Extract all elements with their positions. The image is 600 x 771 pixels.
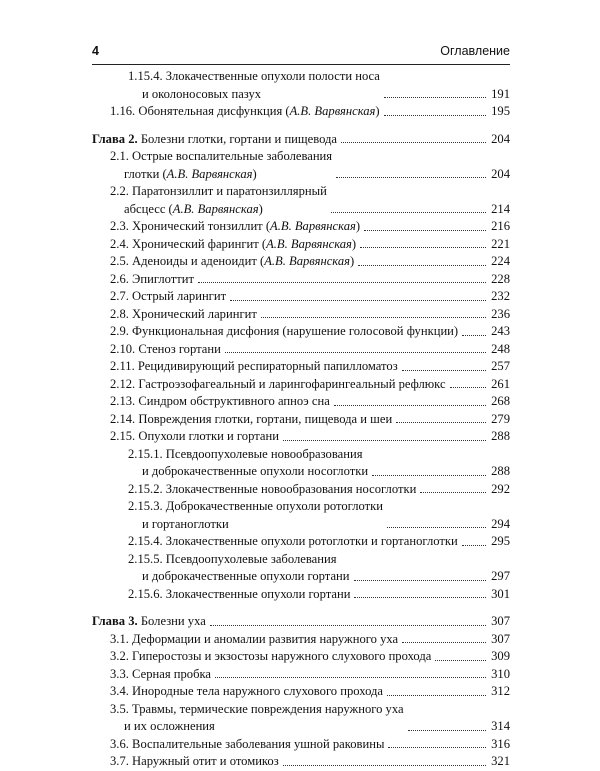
entry-title: Эпиглоттит (132, 271, 195, 286)
toc-entry[interactable] (92, 498, 510, 533)
dot-leader (364, 230, 486, 231)
entry-title-cont: и околоносовых пазух (142, 86, 262, 101)
entry-number: 2.15. (110, 429, 136, 443)
entry-page: 221 (491, 236, 510, 251)
entry-page: 257 (491, 359, 510, 373)
header-rule (92, 64, 510, 65)
chapter-title: Болезни глотки, гортани и пищевода (140, 131, 338, 146)
entry-paren: ) (375, 104, 380, 118)
entry-number: 2.15.1. (128, 446, 163, 461)
entry-title: Синдром обструктивного апноэ сна (138, 394, 330, 408)
table-of-contents (92, 68, 510, 771)
entry-number: 3.2. (110, 649, 129, 663)
dot-leader (331, 212, 486, 213)
entry-paren: ) (355, 219, 361, 233)
dot-leader (402, 370, 486, 371)
entry-author: А.В. Варвянская (264, 254, 351, 268)
entry-page: 224 (491, 254, 510, 268)
toc-chapter-3[interactable] (92, 613, 510, 631)
entry-title: Стеноз гортани (138, 341, 221, 356)
entry-title-cont: глотки ( (124, 166, 167, 181)
entry-number: 2.14. (110, 411, 136, 426)
entry-number: 2.3. (110, 219, 129, 233)
toc-entry[interactable] (92, 218, 510, 236)
entry-author: А.В. Варвянская (172, 201, 259, 216)
dot-leader (283, 765, 486, 766)
entry-page: 292 (491, 481, 510, 496)
entry-author: А.В. Варвянская (166, 166, 253, 181)
entry-title: Опухоли глотки и гортани (138, 429, 279, 443)
entry-title-cont: и доброкачественные опухоли гортани (142, 569, 350, 583)
entry-number: 2.9. (110, 324, 129, 338)
chapter-label: Глава 3. (92, 614, 138, 628)
entry-page: 268 (491, 394, 510, 408)
entry-paren: ) (351, 236, 357, 251)
dot-leader (336, 177, 486, 178)
toc-entry[interactable] (92, 68, 510, 103)
toc-entry[interactable] (92, 701, 510, 736)
entry-page: 232 (491, 289, 510, 303)
entry-title: Обонятельная дисфункция ( (138, 104, 290, 118)
dot-leader (435, 660, 486, 661)
toc-entry[interactable] (92, 683, 510, 701)
entry-number: 3.7. (110, 754, 129, 768)
entry-title: Повреждения глотки, гортани, пищевода и шеи (138, 411, 393, 426)
entry-title: Псевдоопухолевые новообразования (165, 446, 363, 461)
dot-leader (230, 300, 486, 301)
entry-author: А.В. Варвянская (289, 104, 376, 118)
entry-number: 2.4. (110, 236, 129, 251)
toc-entry[interactable] (92, 253, 510, 271)
toc-entry[interactable] (92, 666, 510, 684)
entry-page: 279 (491, 411, 510, 426)
chapter-label: Глава 2. (92, 131, 138, 146)
toc-entry[interactable] (92, 631, 510, 649)
entry-title: Деформации и аномалии развития наружного уха (132, 631, 399, 646)
entry-page: 204 (491, 166, 510, 181)
toc-entry[interactable] (92, 358, 510, 376)
dot-leader (388, 747, 486, 748)
dot-leader (420, 492, 486, 493)
toc-entry[interactable] (92, 393, 510, 411)
entry-number: 3.6. (110, 736, 129, 751)
entry-page: 310 (491, 666, 510, 681)
entry-page: 294 (491, 516, 510, 531)
dot-leader (372, 475, 486, 476)
toc-entry[interactable] (92, 288, 510, 306)
dot-leader (334, 405, 486, 406)
entry-title: Наружный отит и отомикоз (132, 754, 279, 768)
entry-title-cont: и их осложнения (124, 719, 215, 733)
entry-number: 2.15.4. (128, 534, 163, 548)
entry-title: Хронический ларингит (132, 306, 257, 321)
entry-page: 288 (491, 429, 510, 443)
entry-page: 295 (491, 534, 510, 548)
entry-title: Злокачественные новообразования носоглотки (165, 481, 417, 496)
entry-number: 2.15.2. (128, 481, 163, 496)
entry-number: 3.1. (110, 631, 129, 646)
dot-leader (396, 422, 486, 423)
entry-title-cont: и гортаноглотки (142, 516, 229, 531)
entry-number: 1.15.4. (128, 69, 163, 83)
entry-number: 2.15.5. (128, 551, 163, 566)
entry-page: 195 (491, 104, 510, 118)
entry-page: 236 (491, 306, 510, 321)
entry-title: Воспалительные заболевания ушной раковины (132, 736, 385, 751)
entry-title: Функциональная дисфония (нарушение голосовой функции) (132, 324, 459, 338)
toc-entry[interactable] (92, 481, 510, 499)
entry-page: 312 (491, 684, 510, 698)
entry-number: 2.2. (110, 184, 129, 198)
entry-page: 261 (491, 376, 510, 391)
dot-leader (354, 597, 486, 598)
entry-page: 314 (491, 719, 510, 733)
entry-title: Гиперостозы и экзостозы наружного слухового прохода (132, 649, 432, 663)
entry-page: 248 (491, 341, 510, 356)
entry-number: 2.12. (110, 376, 136, 391)
dot-leader (261, 317, 486, 318)
entry-title: Паратонзиллит и паратонзиллярный (132, 184, 327, 198)
entry-page: 243 (491, 324, 510, 338)
entry-number: 2.8. (110, 306, 129, 321)
dot-leader (387, 527, 486, 528)
entry-title: Хронический фарингит ( (132, 236, 267, 251)
toc-entry[interactable] (92, 428, 510, 446)
chapter-title: Болезни уха (140, 614, 206, 628)
toc-entry[interactable] (92, 736, 510, 754)
entry-page: 309 (491, 649, 510, 663)
toc-entry[interactable] (92, 446, 510, 481)
toc-entry[interactable] (92, 551, 510, 586)
dot-leader (198, 282, 486, 283)
entry-number: 2.13. (110, 394, 136, 408)
entry-title-cont: и доброкачественные опухоли носоглотки (142, 464, 369, 478)
page-number: 4 (92, 44, 99, 58)
entry-title: Острый ларингит (132, 289, 227, 303)
entry-number: 2.15.3. (128, 499, 163, 513)
entry-page: 204 (491, 131, 510, 146)
toc-entry[interactable] (92, 271, 510, 289)
entry-page: 228 (491, 271, 510, 286)
entry-title: Серная пробка (132, 666, 212, 681)
entry-number: 2.10. (110, 341, 136, 356)
dot-leader (358, 265, 486, 266)
dot-leader (215, 677, 486, 678)
dot-leader (283, 440, 486, 441)
entry-number: 2.15.6. (128, 586, 163, 601)
dot-leader (462, 335, 486, 336)
entry-title: Доброкачественные опухоли ротоглотки (165, 499, 383, 513)
entry-page: 288 (491, 464, 510, 478)
toc-entry[interactable] (92, 323, 510, 341)
entry-title: Злокачественные опухоли ротоглотки и гортаноглотки (165, 534, 458, 548)
entry-paren: ) (350, 254, 355, 268)
dot-leader (384, 115, 486, 116)
dot-leader (354, 580, 486, 581)
entry-title: Хронический тонзиллит ( (132, 219, 271, 233)
entry-paren: ) (252, 166, 257, 181)
toc-entry[interactable] (92, 411, 510, 429)
toc-entry[interactable] (92, 648, 510, 666)
entry-title: Острые воспалительные заболевания (132, 149, 333, 163)
entry-number: 3.5. (110, 701, 129, 716)
toc-entry[interactable] (92, 376, 510, 394)
toc-entry[interactable] (92, 148, 510, 183)
toc-entry[interactable] (92, 341, 510, 359)
entry-page: 191 (491, 86, 510, 101)
dot-leader (402, 642, 486, 643)
entry-title: Псевдоопухолевые заболевания (165, 551, 337, 566)
entry-title: Аденоиды и аденоидит ( (132, 254, 265, 268)
header-title: Оглавление (440, 44, 510, 58)
entry-number: 2.11. (110, 359, 135, 373)
running-header (92, 44, 510, 62)
entry-page: 297 (491, 569, 510, 583)
entry-title: Травмы, термические повреждения наружного уха (132, 701, 404, 716)
entry-title: Гастроэзофагеальный и ларингофарингеальный рефлюкс (138, 376, 446, 391)
toc-entry[interactable] (92, 306, 510, 324)
toc-entry[interactable] (92, 586, 510, 604)
entry-author: А.В. Варвянская (270, 219, 356, 233)
entry-page: 307 (491, 631, 510, 646)
entry-author: А.В. Варвянская (266, 236, 352, 251)
dot-leader (387, 695, 486, 696)
entry-number: 2.5. (110, 254, 129, 268)
dot-leader (341, 142, 486, 143)
toc-chapter-2[interactable] (92, 131, 510, 149)
dot-leader (462, 545, 486, 546)
toc-entry[interactable] (92, 753, 510, 771)
entry-title: Злокачественные опухоли полости носа (165, 69, 380, 83)
entry-number: 3.3. (110, 666, 129, 681)
entry-page: 214 (491, 201, 510, 216)
entry-page: 321 (491, 754, 510, 768)
dot-leader (225, 352, 486, 353)
toc-entry[interactable] (92, 236, 510, 254)
entry-number: 2.1. (110, 149, 129, 163)
dot-leader (450, 387, 486, 388)
entry-page: 307 (491, 614, 510, 628)
entry-number: 2.7. (110, 289, 129, 303)
entry-number: 1.16. (110, 104, 136, 118)
entry-page: 216 (491, 219, 510, 233)
entry-title: Инородные тела наружного слухового прохода (132, 684, 384, 698)
dot-leader (384, 97, 486, 98)
toc-entry[interactable] (92, 533, 510, 551)
dot-leader (210, 625, 486, 626)
entry-paren: ) (258, 201, 263, 216)
entry-title: Рецидивирующий респираторный папилломатоз (137, 359, 398, 373)
entry-page: 301 (491, 586, 510, 601)
toc-entry[interactable] (92, 103, 510, 121)
entry-title-cont: абсцесс ( (124, 201, 173, 216)
entry-page: 316 (491, 736, 510, 751)
entry-number: 3.4. (110, 684, 129, 698)
entry-number: 2.6. (110, 271, 129, 286)
entry-title: Злокачественные опухоли гортани (165, 586, 351, 601)
dot-leader (360, 247, 486, 248)
toc-entry[interactable] (92, 183, 510, 218)
dot-leader (408, 730, 486, 731)
